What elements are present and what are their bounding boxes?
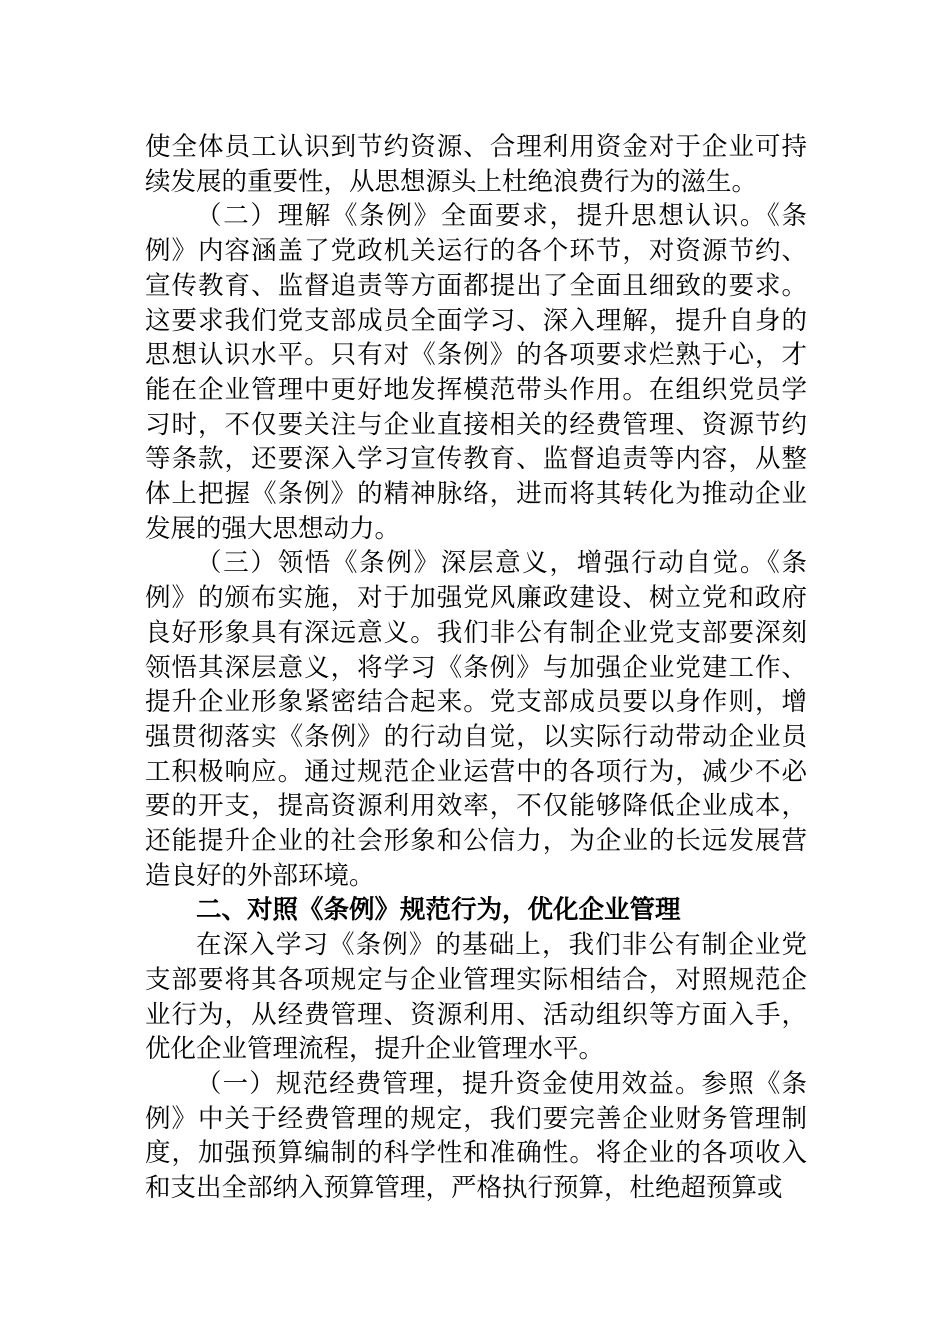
paragraph-section-2: （二）理解《条例》全面要求，提升思想认识。《条例》内容涵盖了党政机关运行的各个环节，对资源节约、宣传教育、监督追责等方面都提出了全面且细致的要求。这要求我们党支部成员全面学习、深入理解，提升自身的思想认识水平。只有对《条例》的各项要求烂熟于心，才能在企业管理中更好地发挥模范带头作用。在组织党员学习时，不仅要关注与企业直接相关的经费管理、资源节约等条款，还要深入学习宣传教育、监督追责等内容，从整体上把握《条例》的精神脉络，进而将其转化为推动企业发展的强大思想动力。: [145, 201, 807, 544]
paragraph-section-intro: 在深入学习《条例》的基础上，我们非公有制企业党支部要将其各项规定与企业管理实际相结合，对照规范企业行为，从经费管理、资源利用、活动组织等方面入手，优化企业管理流程，提升企业管理水平。: [145, 930, 807, 1065]
paragraph-subsection-1: （一）规范经费管理，提升资金使用效益。参照《条例》中关于经费管理的规定，我们要完善企业财务管理制度，加强预算编制的科学性和准确性。将企业的各项收入和支出全部纳入预算管理，严格执行预算，杜绝超预算或: [145, 1068, 807, 1204]
document-body: [145, 130, 807, 1206]
section-heading: 二、对照《条例》规范行为，优化企业管理: [196, 895, 681, 926]
paragraph-section-3: （三）领悟《条例》深层意义，增强行动自觉。《条例》的颁布实施，对于加强党风廉政建设、树立党和政府良好形象具有深远意义。我们非公有制企业党支部要深刻领悟其深层意义，将学习《条例》与加强企业党建工作、提升企业形象紧密结合起来。党支部成员要以身作则，增强贯彻落实《条例》的行动自觉，以实际行动带动企业员工积极响应。通过规范企业运营中的各项行为，减少不必要的开支，提高资源利用效率，不仅能够降低企业成本，还能提升企业的社会形象和公信力，为企业的长远发展营造良好的外部环境。: [145, 548, 807, 891]
paragraph-continuation: 使全体员工认识到节约资源、合理利用资金对于企业可持续发展的重要性，从思想源头上杜绝浪费行为的滋生。: [145, 132, 807, 197]
